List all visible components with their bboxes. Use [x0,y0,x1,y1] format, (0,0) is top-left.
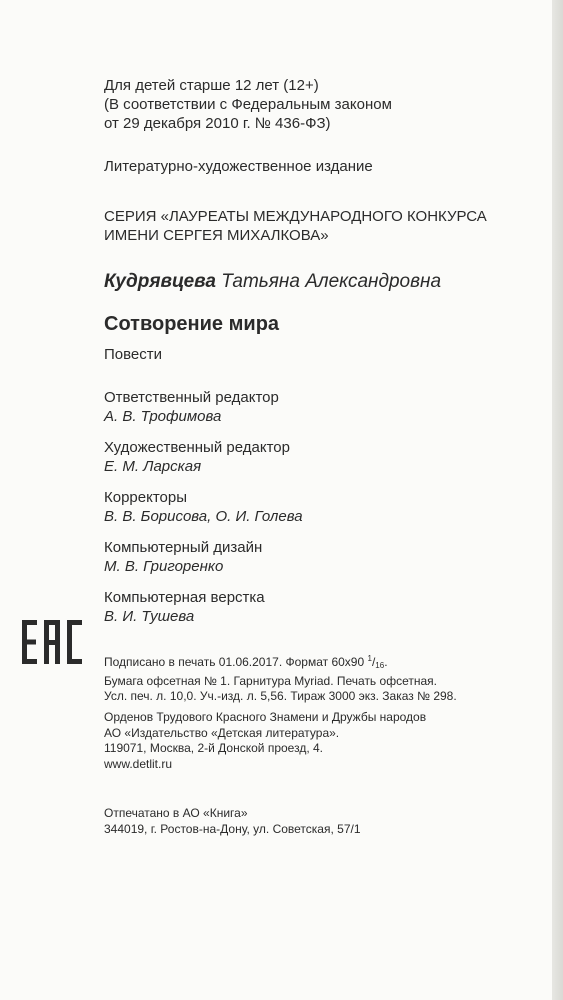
imprint-signed-end: . [384,655,388,669]
series-title [104,207,544,245]
print-imprint [104,651,544,705]
age-rating-line: Для детей старше 12 лет (12+) [104,77,319,94]
printer-name-line: Отпечатано в АО «Книга» [104,806,248,820]
publisher-name-line: АО «Издательство «Детская литература». [104,725,340,740]
series-line-2: ИМЕНИ СЕРГЕЯ МИХАЛКОВА» [104,227,329,244]
credit-role: Художественный редактор [104,439,290,456]
credit-executive-editor [104,389,544,439]
credit-role: Компьютерная верстка [104,589,265,606]
credit-person: М. В. Григоренко [104,558,224,575]
edition-type: Литературно-художественное издание [104,158,373,175]
imprint-run-line: Усл. печ. л. 10,0. Уч.-изд. л. 5,56. Тираж 3000 экз. Заказ № 298. [104,689,457,703]
credit-computer-design [104,539,544,589]
credit-person: В. В. Борисова, О. И. Голева [104,508,303,525]
age-rating-law-date-line: от 29 декабря 2010 г. № 436-ФЗ) [104,115,331,132]
publisher-address-line: 119071, Москва, 2-й Донской проезд, 4. [104,741,323,755]
printer-info [104,806,544,837]
age-rating-notice [104,76,544,133]
credit-role: Компьютерный дизайн [104,539,263,556]
format-fraction-separator: / [371,655,376,669]
book-title: Сотворение мира [104,313,280,335]
author-name [104,270,544,294]
author-given-names: Татьяна Александровна [221,271,442,292]
imprint-signed-text: Подписано в печать 01.06.2017. Формат 60x90 [104,655,368,669]
imprint-signed-line [104,651,544,674]
credit-art-editor [104,439,544,489]
credits-list [104,389,544,639]
publisher-orders-line: Орденов Трудового Красного Знамени и Дружбы народов [104,710,427,724]
credit-person: В. И. Тушева [104,608,195,625]
publisher-info [104,710,544,772]
credit-person: Е. М. Ларская [104,458,202,475]
format-fraction-numerator: 1 [367,654,372,663]
publisher-website: www.detlit.ru [104,756,173,771]
eac-conformity-mark-icon [22,617,84,667]
credit-person: А. В. Трофимова [104,408,222,425]
series-line-1: СЕРИЯ «ЛАУРЕАТЫ МЕЖДУНАРОДНОГО КОНКУРСА [104,208,487,225]
credit-layout [104,589,544,639]
imprint-paper-line: Бумага офсетная № 1. Гарнитура Myriad. Печать офсетная. [104,673,437,688]
format-fraction-denominator: 16 [375,661,385,670]
credit-proofreaders [104,489,544,539]
genre-label: Повести [104,346,163,363]
age-rating-law-line: (В соответствии с Федеральным законом [104,96,392,113]
credit-role: Ответственный редактор [104,389,279,406]
printer-address-line: 344019, г. Ростов-на-Дону, ул. Советская, 57/1 [104,821,361,836]
author-surname: Кудрявцева [104,271,216,292]
page-edge [552,0,563,1000]
credit-role: Корректоры [104,489,188,506]
